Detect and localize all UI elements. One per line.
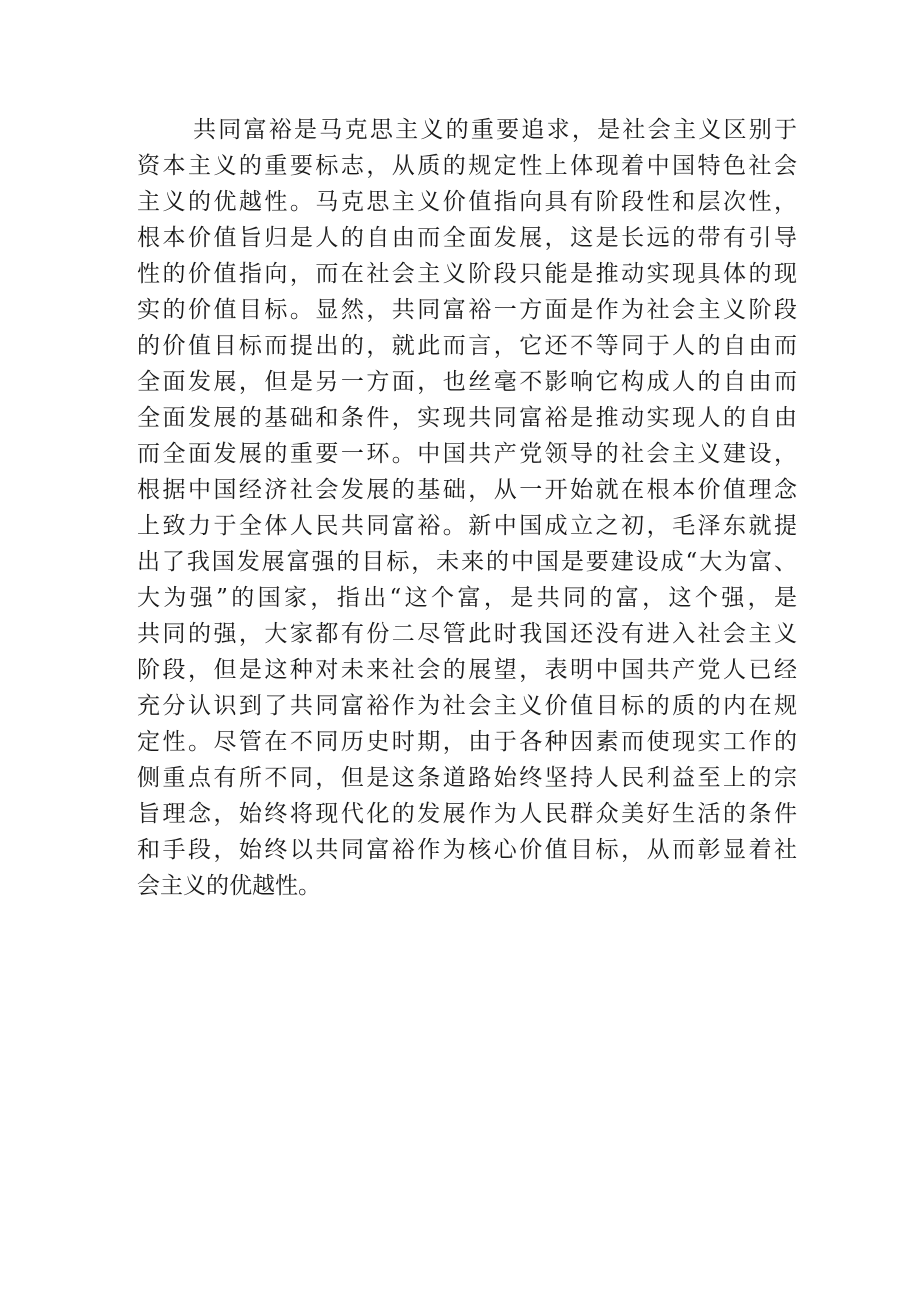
paragraph-line-19: 侧重点有所不同，但是这条道路始终坚持人民利益至上的宗 bbox=[137, 765, 797, 791]
paragraph-line-13: 出了我国发展富强的目标，未来的中国是要建设成“大为富、 bbox=[137, 549, 797, 575]
paragraph-line-17: 充分认识到了共同富裕作为社会主义价值目标的质的内在规 bbox=[137, 693, 797, 719]
paragraph-line-10: 而全面发展的重要一环。中国共产党领导的社会主义建设， bbox=[137, 441, 797, 467]
paragraph-line-15: 共同的强，大家都有份二尽管此时我国还没有进入社会主义 bbox=[137, 621, 797, 647]
paragraph-line-11: 根据中国经济社会发展的基础，从一开始就在根本价值理念 bbox=[137, 477, 797, 503]
body-paragraph bbox=[137, 112, 797, 904]
paragraph-line-14: 大为强”的国家，指出“这个富，是共同的富，这个强，是 bbox=[137, 585, 797, 611]
paragraph-line-6: 实的价值目标。显然，共同富裕一方面是作为社会主义阶段 bbox=[137, 297, 797, 323]
paragraph-line-8: 全面发展，但是另一方面，也丝毫不影响它构成人的自由而 bbox=[137, 369, 797, 395]
paragraph-line-22: 会主义的优越性。 bbox=[137, 873, 321, 899]
paragraph-line-5: 性的价值指向，而在社会主义阶段只能是推动实现具体的现 bbox=[137, 261, 797, 287]
paragraph-line-9: 全面发展的基础和条件，实现共同富裕是推动实现人的自由 bbox=[137, 405, 797, 431]
paragraph-line-1: 共同富裕是马克思主义的重要追求，是社会主义区别于 bbox=[193, 117, 797, 143]
paragraph-line-3: 主义的优越性。马克思主义价值指向具有阶段性和层次性， bbox=[137, 189, 797, 215]
paragraph-line-4: 根本价值旨归是人的自由而全面发展，这是长远的带有引导 bbox=[137, 225, 797, 251]
paragraph-line-16: 阶段，但是这种对未来社会的展望，表明中国共产党人已经 bbox=[137, 657, 797, 683]
paragraph-line-2: 资本主义的重要标志，从质的规定性上体现着中国特色社会 bbox=[137, 153, 797, 179]
paragraph-line-21: 和手段，始终以共同富裕作为核心价值目标，从而彰显着社 bbox=[137, 837, 797, 863]
paragraph-line-7: 的价值目标而提出的，就此而言，它还不等同于人的自由而 bbox=[137, 333, 797, 359]
paragraph-line-20: 旨理念，始终将现代化的发展作为人民群众美好生活的条件 bbox=[137, 801, 797, 827]
paragraph-line-18: 定性。尽管在不同历史时期，由于各种因素而使现实工作的 bbox=[137, 729, 797, 755]
paragraph-line-12: 上致力于全体人民共同富裕。新中国成立之初，毛泽东就提 bbox=[137, 513, 797, 539]
